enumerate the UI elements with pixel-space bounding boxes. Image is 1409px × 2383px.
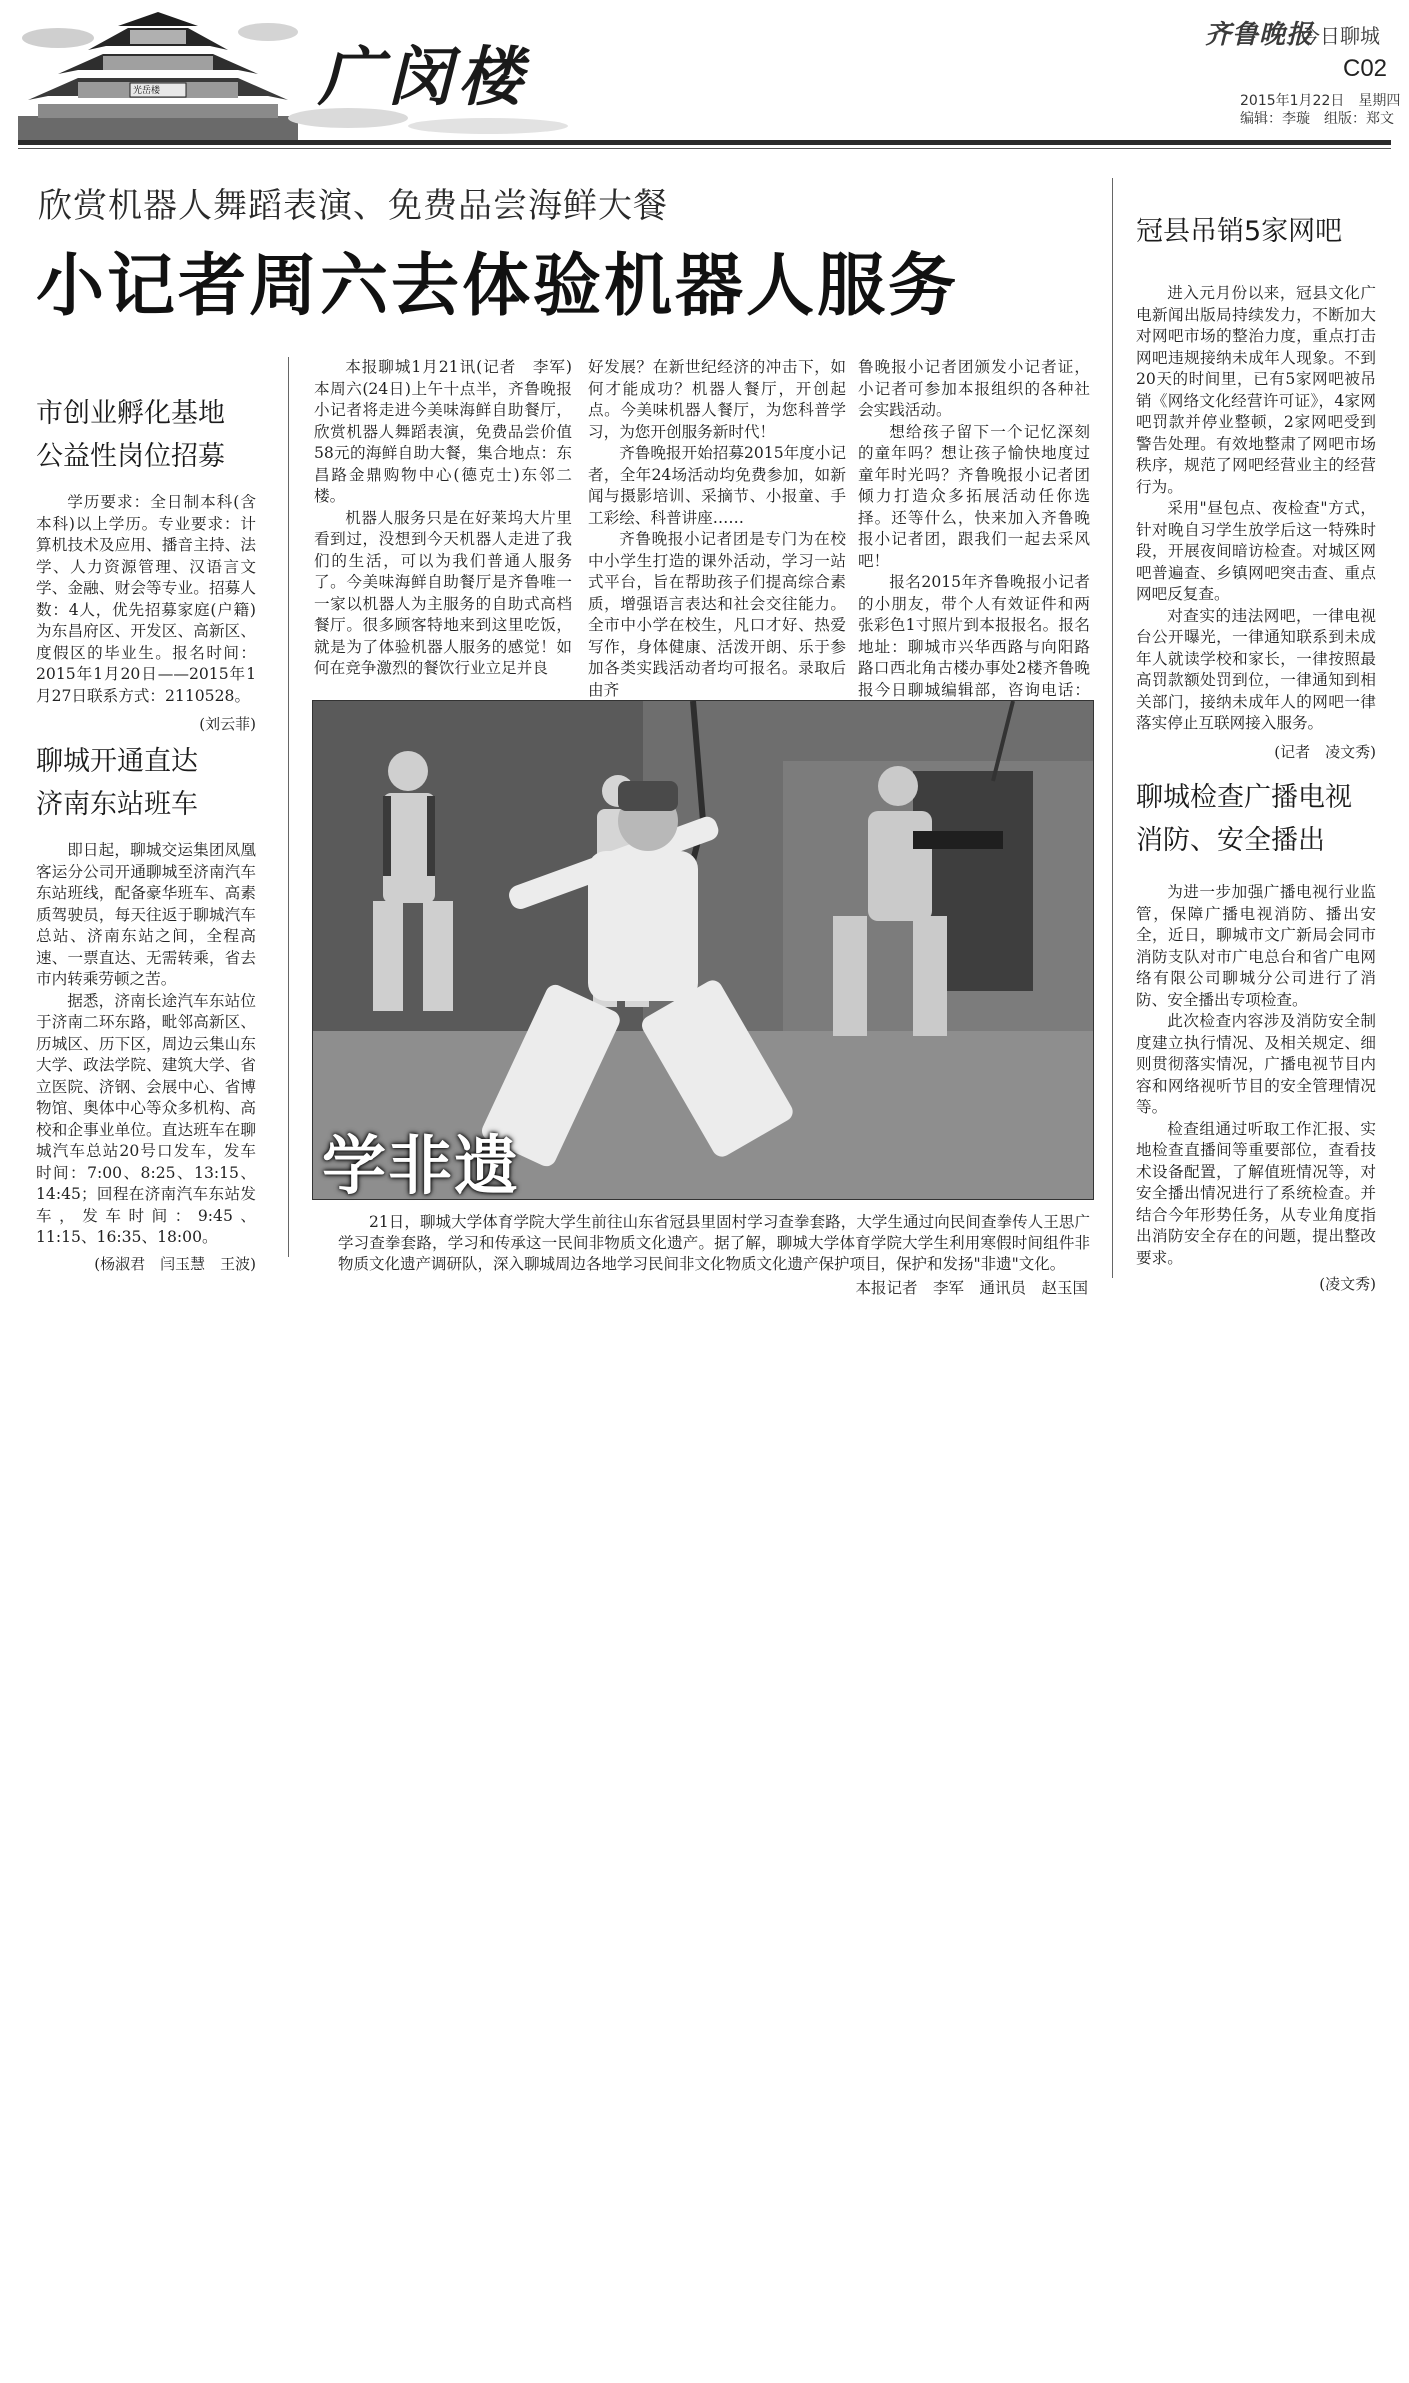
lead-headline: 小记者周六去体验机器人服务: [36, 247, 960, 326]
photo-label: 学非遗: [322, 1130, 520, 1204]
brief-title: 聊城开通直达: [36, 746, 198, 777]
lead-paragraph: 齐鲁晚报小记者团是专门为在校中小学生打造的课外活动，学习一站式平台，旨在帮助孩子们提高综合素质，增强语言表达和社会交往能力。全市中小学在校生，凡口才好、热爱写作，身体健康、活泼开朗、乐于参加各类实践活动者均可报名。录取后由齐: [588, 530, 846, 699]
lead-paragraph: 鲁晚报小记者团颁发小记者证，小记者可参加本报组织的各种社会实践活动。: [858, 358, 1090, 419]
column-divider: [288, 357, 289, 1257]
issue-date: 2015年1月22日 星期四: [1240, 93, 1401, 109]
lead-paragraph: 机器人服务只是在好莱坞大片里看到过，没想到今天机器人走进了我们的生活，可以为我们普通人服务了。今美味海鲜自助餐厅是齐鲁唯一一家以机器人为主服务的自助式高档餐厅。很多顾客特地来到这里吃饭，就是为了体验机器人服务的感觉！如何在竞争激烈的餐饮行业立足并良: [314, 508, 572, 677]
brief-title: 消防、安全播出: [1136, 825, 1325, 856]
brief-byline: (刘云菲): [199, 715, 256, 733]
brief-title: 市创业孵化基地: [36, 398, 225, 429]
brief-paragraph: 学历要求：全日制本科(含本科)以上学历。专业要求：计算机技术及应用、播音主持、法学、人力资源管理、汉语言文学、金融、财会等专业。招募人数：4人，优先招募家庭(户籍)为东昌府区、开发区、高新区、度假区的毕业生。报名时间：2015年1月20日——2015年1月27日联系方式：2110528。: [36, 493, 256, 705]
plaque-text: 光岳楼: [133, 86, 161, 96]
lead-column-1: [314, 357, 588, 680]
brief-title: 聊城检查广播电视: [1136, 782, 1352, 813]
lead-paragraph: 想给孩子留下一个记忆深刻的童年吗？想让孩子愉快地度过童年时光吗？齐鲁晚报小记者团倾力打造众多拓展活动任你选择。还等什么，快来加入齐鲁晚报小记者团，跟我们一起去采风吧！: [858, 422, 1090, 570]
brief-paragraph: 进入元月份以来，冠县文化广电新闻出版局持续发力，不断加大对网吧市场的整治力度，重点打击网吧违规接纳未成年人现象。不到20天的时间里，已有5家网吧被吊销《网络文化经营许可证》，4家网吧罚款并停业整顿，2家网吧受到警告处理。有效地整肃了网吧市场秩序，规范了网吧经营业主的经营行为。: [1136, 284, 1376, 496]
lead-paragraph: 齐鲁晚报开始招募2015年度小记者，全年24场活动均免费参加，如新闻与摄影培训、采摘节、小报童、手工彩绘、科普讲座……: [588, 444, 846, 527]
column-divider: [1112, 178, 1113, 1278]
brief-byline: (杨淑君 闫玉慧 王波): [94, 1254, 256, 1273]
masthead-rule-thin: [18, 148, 1391, 149]
edition-name: 今日聊城: [1300, 24, 1380, 48]
lead-column-2: [588, 357, 846, 701]
photo-caption: 21日，聊城大学体育学院大学生前往山东省冠县里固村学习查拳套路，大学生通过向民间查拳传人王思广学习查拳套路，学习和传承这一民间非物质文化遗产。据了解，聊城大学体育学院大学生利用寒假时间组件非物质文化遗产调研队，深入聊城周边各地学习民间非文化物质文化遗产保护项目，保护和发扬"非遗"文化。: [338, 1213, 1090, 1273]
brief-paragraph: 检查组通过听取工作汇报、实地检查直播间等重要部位，查看技术设备配置，了解值班情况等，对安全播出情况进行了系统检查。并结合今年形势任务，从专业角度指出消防安全存在的问题，提出整改要求。: [1136, 1119, 1376, 1267]
section-title: 广闵楼: [318, 40, 528, 115]
brief-paragraph: 对查实的违法网吧，一律电视台公开曝光，一律通知联系到未成年人就读学校和家长，一律按照最高罚款额处罚到位，一律通知到相关部门，接纳未成年人的网吧一律落实停止互联网接入服务。: [1136, 606, 1376, 732]
left-brief-1: [36, 392, 256, 734]
brief-paragraph: 据悉，济南长途汽车东站位于济南二环东路，毗邻高新区、历城区、历下区，周边云集山东大学、政法学院、建筑大学、省立医院、济钢、会展中心、省博物馆、奥体中心等众多机构、高校和企事业单位。直达班车在聊城汽车总站20号口发车，发车时间：7:00、8:25、13:15、14:45；回程在济南汽车东站发车，发车时间：9:45、11:15、16:35、18:00。: [36, 991, 256, 1246]
photo-credit: 本报记者 李军 通讯员 赵玉国: [855, 1279, 1088, 1297]
lead-kicker: 欣赏机器人舞蹈表演、免费品尝海鲜大餐: [38, 186, 668, 226]
brief-paragraph: 为进一步加强广播电视行业监管，保障广播电视消防、播出安全，近日，聊城市文广新局会同市消防支队对市广电总台和省广电网络有限公司聊城分公司进行了消防、安全播出专项检查。: [1136, 883, 1376, 1009]
lead-paragraph: 本报聊城1月21讯(记者 李军) 本周六(24日)上午十点半，齐鲁晚报小记者将走进今美味海鲜自助餐厅，欣赏机器人舞蹈表演，免费品尝价值58元的海鲜自助大餐，集合地点：东昌路金鼎购物中心(德克士)东邻二楼。: [314, 358, 588, 505]
brief-title: 冠县吊销5家网吧: [1136, 216, 1343, 247]
brief-title: 公益性岗位招募: [36, 441, 225, 472]
brief-byline: (凌文秀): [1319, 1275, 1376, 1293]
brief-title: 济南东站班车: [36, 789, 198, 820]
brief-paragraph: 此次检查内容涉及消防安全制度建立执行情况、及相关规定、细则贯彻落实情况，广播电视节目内容和网络视听节目的安全管理情况等。: [1136, 1012, 1376, 1116]
right-brief-2: [1136, 776, 1376, 1294]
page-number: C02: [1343, 55, 1388, 82]
brief-paragraph: 即日起，聊城交运集团凤凰客运分公司开通聊城至济南汽车东站班线，配备豪华班车、高素质驾驶员，每天往返于聊城汽车总站、济南东站之间，全程高速、一票直达、无需转乘，省去市内转乘劳顿之苦。: [36, 841, 256, 988]
right-brief-1: [1136, 210, 1376, 762]
left-brief-2: [36, 740, 256, 1274]
paper-name: 齐鲁晚报: [1205, 20, 1314, 50]
masthead-rule: [18, 140, 1391, 145]
lead-paragraph: 好发展？在新世纪经济的冲击下，如何才能成功？机器人餐厅，开创起点。今美味机器人餐厅，为您科普学习，为您开创服务新时代！: [588, 358, 846, 441]
brief-byline: (记者 凌文秀): [1274, 742, 1376, 761]
brief-paragraph: 采用"昼包点、夜检查"方式，针对晚自习学生放学后这一特殊时段，开展夜间暗访检查。对城区网吧普遍查、乡镇网吧突击查、重点网吧反复查。: [1136, 499, 1376, 603]
lead-column-3: [858, 357, 1090, 723]
editor-credits: 编辑：李璇 组版：郑文: [1240, 111, 1394, 127]
lead-paragraph: 报名2015年齐鲁晚报小记者的小朋友，带个人有效证件和两张彩色1寸照片到本报报名。报名地址：聊城市兴华西路与向阳路路口西北角古楼办事处2楼齐鲁晚报今日聊城编辑部，咨询电话：: [858, 573, 1090, 699]
